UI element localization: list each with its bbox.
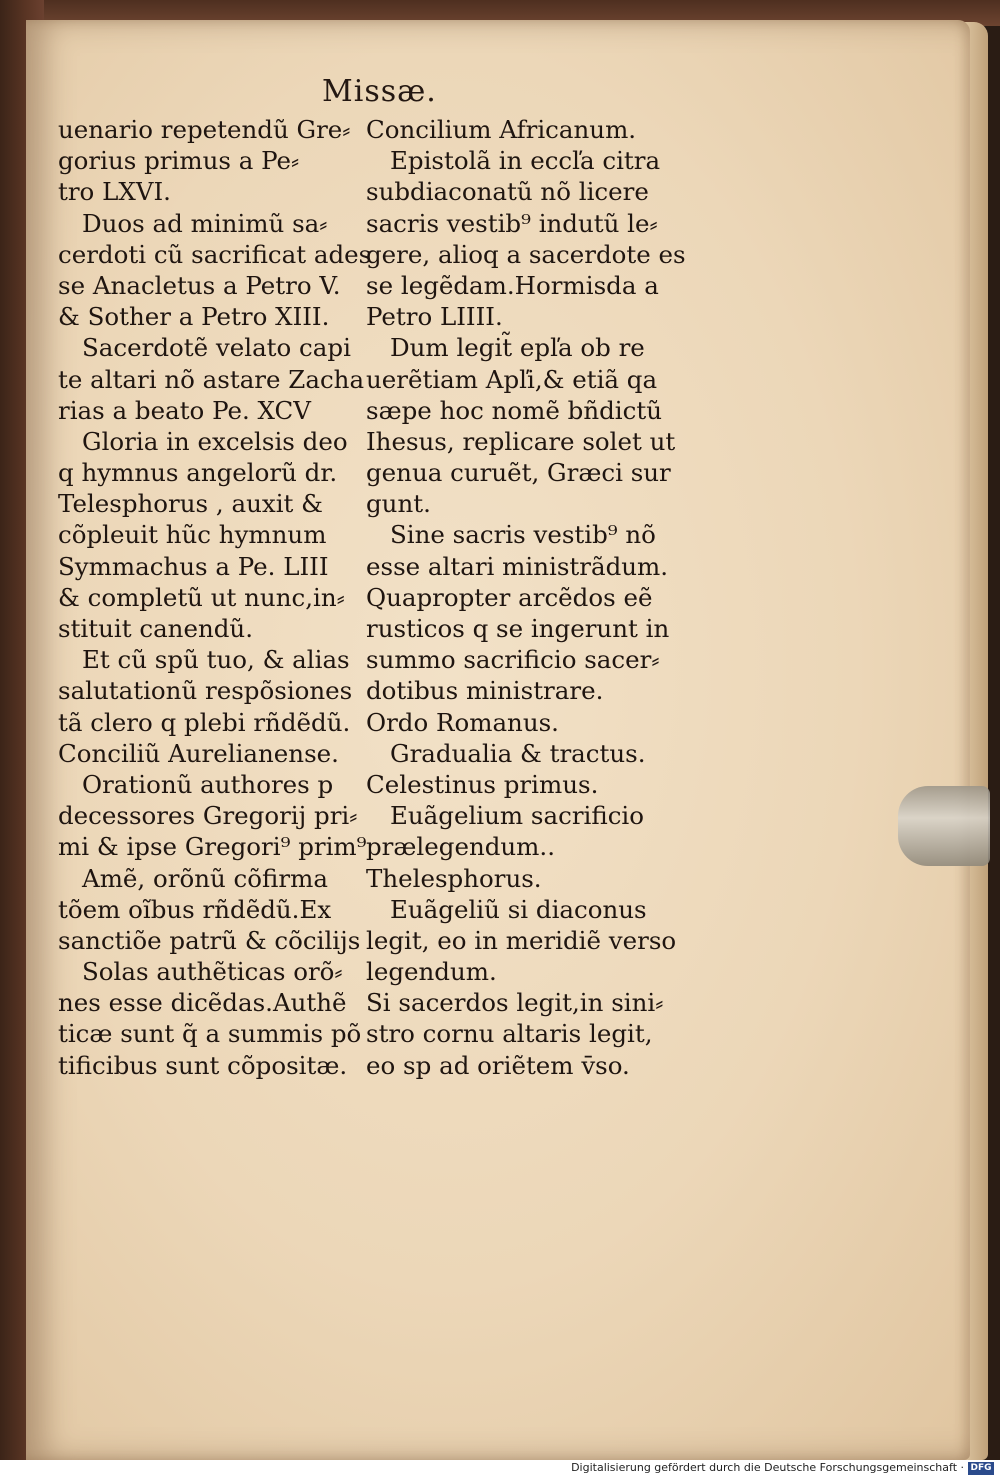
right-text-column	[366, 114, 696, 1081]
text-line: sacris vestib⁹ indutũ le⸗	[366, 208, 658, 238]
text-line: & completũ ut nunc,in⸗	[58, 582, 345, 612]
text-line: Quapropter arcẽdos eẽ	[366, 582, 653, 612]
text-line: tro LXVI.	[58, 177, 171, 207]
text-line: esse altari ministrãdum.	[366, 551, 669, 581]
text-line: te altari nõ astare Zacha	[58, 364, 365, 394]
text-line: cerdoti cũ sacrificat ades	[58, 239, 372, 269]
text-line: Solas authẽticas orõ⸗	[82, 957, 343, 987]
text-line: rias a beato Pe. XCV	[58, 395, 311, 425]
text-line: Sine sacris vestib⁹ nõ	[390, 520, 656, 550]
text-line: Dum legit̃ epľa ob re	[390, 333, 645, 363]
text-line: Petro LIIII.	[366, 302, 503, 332]
text-line: se Anacletus a Petro V.	[58, 270, 341, 300]
text-line: Gloria in excelsis deo	[82, 426, 348, 456]
text-line: subdiaconatũ nõ licere	[366, 177, 649, 207]
text-line: gere, alioq a sacerdote es	[366, 239, 686, 269]
text-line: stro cornu altaris legit,	[366, 1019, 653, 1049]
text-line: mi & ipse Gregori⁹ prim⁹	[58, 832, 367, 862]
text-line: dotibus ministrare.	[366, 676, 604, 706]
text-line: gunt.	[366, 489, 431, 519]
text-line: genua curuẽt, Græci sur	[366, 458, 671, 488]
text-line: Concilium Africanum.	[366, 115, 637, 144]
left-text-column	[58, 114, 372, 1081]
text-line: Amẽ, orõnũ cõfirma	[82, 863, 328, 893]
text-line: Symmachus a Pe. LIII	[58, 551, 329, 581]
text-line: Celestinus primus.	[366, 769, 599, 799]
text-line: se legẽdam.Hormisda a	[366, 270, 659, 300]
text-line: tã clero q plebi rñdẽdũ.	[58, 707, 351, 737]
text-line: uenario repetendũ Gre⸗	[58, 115, 351, 144]
text-line: q hymnus angelorũ dr.	[58, 458, 338, 488]
text-line: ticæ sunt q̃ a summis põ	[58, 1019, 362, 1049]
text-line: legendum.	[366, 957, 497, 987]
text-line: tõem oĩbus rñdẽdũ.Ex	[58, 894, 332, 924]
text-line: uerẽtiam Apľi,& etiã qa	[366, 364, 658, 394]
text-line: & Sother a Petro XIII.	[58, 302, 330, 332]
text-line: Epistolã in eccľa citra	[390, 146, 661, 176]
text-line: salutationũ respõsiones	[58, 676, 353, 706]
text-line: sanctiõe patrũ & cõcilijs	[58, 925, 361, 955]
text-line: tificibus sunt cõpositæ.	[58, 1050, 348, 1080]
text-line: Orationũ authores p	[82, 769, 334, 799]
page-clip	[898, 786, 990, 866]
text-line: legit, eo in meridiẽ verso	[366, 925, 677, 955]
text-line: cõpleuit hũc hymnum	[58, 520, 327, 550]
text-line: Euãgeliũ si diaconus	[390, 894, 647, 924]
text-line: Gradualia & tractus.	[390, 738, 646, 768]
text-line: prælegendum..	[366, 832, 555, 862]
text-line: eo sp ad oriẽtem v̄so.	[366, 1050, 630, 1080]
text-line: stituit canendũ.	[58, 614, 253, 643]
text-line: Telesphorus , auxit &	[58, 489, 323, 519]
text-line: Euãgelium sacrificio	[390, 801, 645, 831]
text-line: rusticos q se ingerunt in	[366, 614, 670, 643]
text-line: Ihesus, replicare solet ut	[366, 426, 676, 456]
footer-credit: Digitalisierung gefördert durch die Deutsche Forschungsgemeinschaft ·	[571, 1461, 964, 1474]
text-line: Sacerdotẽ velato capi	[82, 333, 351, 363]
text-line: Et cũ spũ tuo, & alias	[82, 645, 350, 675]
running-head: Missæ.	[322, 74, 437, 109]
text-line: Thelesphorus.	[366, 863, 542, 893]
text-line: Duos ad minimũ sa⸗	[82, 208, 328, 238]
text-line: Conciliũ Aurelianense.	[58, 738, 339, 768]
text-line: summo sacrificio sacer⸗	[366, 645, 660, 675]
text-line: sæpe hoc nomẽ bñdictũ	[366, 395, 662, 425]
text-line: nes esse dicẽdas.Authẽ	[58, 988, 347, 1018]
text-line: Ordo Romanus.	[366, 707, 559, 737]
text-line: decessores Gregorij pri⸗	[58, 801, 358, 831]
text-line: Si sacerdos legit,in sini⸗	[366, 988, 664, 1018]
dfg-logo: DFG	[968, 1462, 994, 1475]
text-line: gorius primus a Pe⸗	[58, 146, 300, 176]
